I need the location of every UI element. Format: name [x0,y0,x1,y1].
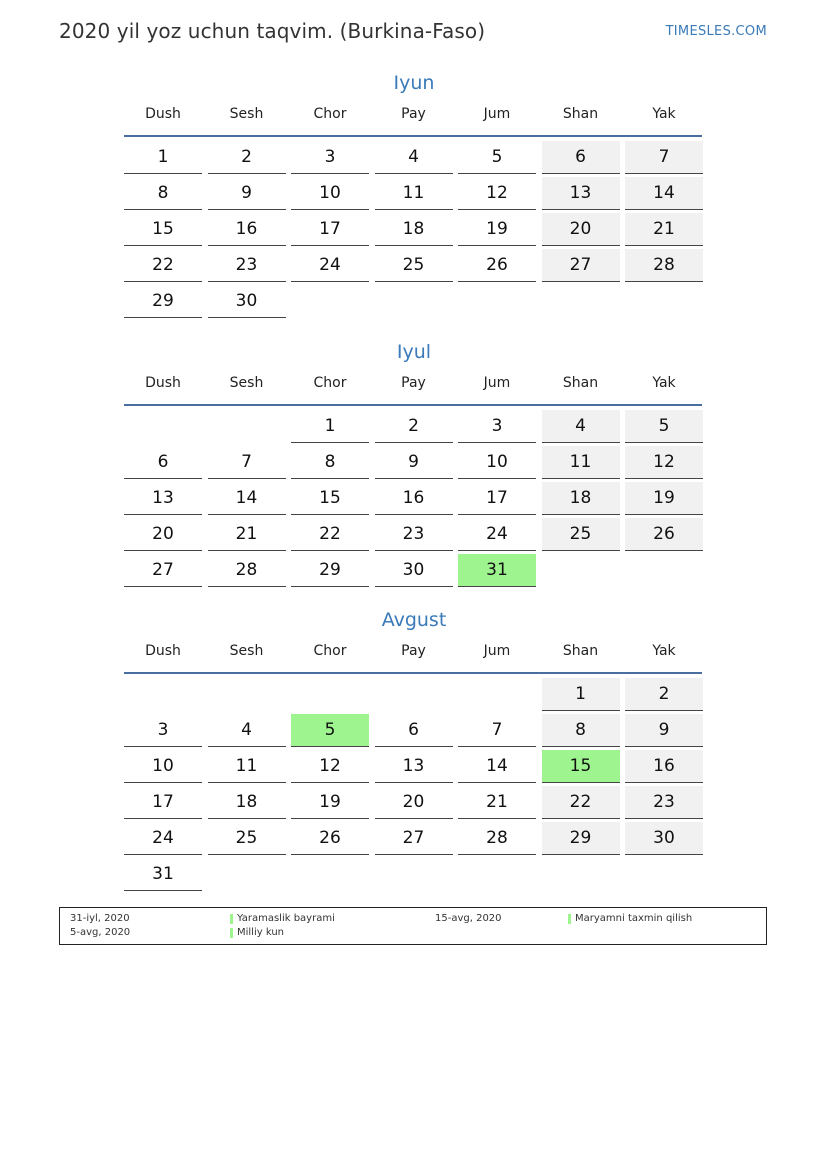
week-row [124,446,704,482]
week-row [124,177,704,213]
week-row [124,554,704,590]
week-row [124,822,704,858]
day-cell: 30 [208,285,286,318]
day-cell: 5 [458,141,536,174]
week-row [124,714,704,750]
day-cell: 2 [208,141,286,174]
day-cell: 30 [375,554,453,587]
weekday-label: Jum [483,375,511,391]
day-cell: 11 [542,446,620,479]
week-row [124,141,704,177]
day-cell: 12 [625,446,703,479]
empty-day-cell [542,858,620,890]
week-row [124,213,704,249]
empty-day-cell [458,285,536,317]
day-cell: 16 [375,482,453,515]
day-cell: 10 [124,750,202,783]
empty-day-cell [208,410,286,442]
day-cell: 22 [124,249,202,282]
weekday-label: Chor [313,375,347,391]
holiday-color-marker [230,914,233,924]
day-cell: 14 [625,177,703,210]
week-row [124,858,704,894]
day-cell: 26 [458,249,536,282]
weekday-label: Dush [145,375,181,391]
weekday-label: Yak [652,375,676,391]
legend-date: 5-avg, 2020 [70,927,131,938]
day-cell: 1 [291,410,369,443]
weekday-label: Chor [313,643,347,659]
weekday-label: Yak [652,643,676,659]
day-cell: 14 [458,750,536,783]
day-cell: 27 [124,554,202,587]
empty-day-cell [542,554,620,586]
day-cell: 8 [542,714,620,747]
day-cell: 28 [208,554,286,587]
day-cell: 12 [291,750,369,783]
empty-day-cell [124,410,202,442]
day-cell: 22 [542,786,620,819]
day-cell: 2 [375,410,453,443]
day-cell: 17 [291,213,369,246]
day-cell: 7 [458,714,536,747]
weekday-header-row [124,105,704,135]
holiday-day-cell: 31 [458,554,536,587]
empty-day-cell [208,678,286,710]
month-june [124,69,704,321]
week-row [124,786,704,822]
empty-day-cell [625,285,703,317]
day-cell: 24 [124,822,202,855]
empty-day-cell [375,678,453,710]
empty-day-cell [291,678,369,710]
weeks-grid [124,678,704,894]
month-title: Iyul [396,341,432,363]
weeks-grid [124,410,704,590]
holiday-legend [59,907,767,945]
day-cell: 7 [208,446,286,479]
day-cell: 16 [208,213,286,246]
day-cell: 29 [542,822,620,855]
empty-day-cell [291,285,369,317]
day-cell: 1 [124,141,202,174]
day-cell: 6 [375,714,453,747]
month-title: Iyun [393,72,435,94]
day-cell: 21 [458,786,536,819]
day-cell: 6 [124,446,202,479]
day-cell: 24 [291,249,369,282]
weekday-label: Chor [313,106,347,122]
header-divider [124,135,702,137]
empty-day-cell [291,858,369,890]
day-cell: 13 [124,482,202,515]
weekday-label: Pay [401,643,426,659]
day-cell: 26 [291,822,369,855]
day-cell: 8 [124,177,202,210]
page-title: 2020 yil yoz uchun taqvim. (Burkina-Faso) [59,19,486,43]
day-cell: 9 [208,177,286,210]
month-august [124,606,704,894]
holiday-day-cell: 15 [542,750,620,783]
day-cell: 19 [458,213,536,246]
empty-day-cell [375,285,453,317]
day-cell: 16 [625,750,703,783]
empty-day-cell [542,285,620,317]
day-cell: 18 [375,213,453,246]
day-cell: 7 [625,141,703,174]
day-cell: 29 [291,554,369,587]
week-row [124,410,704,446]
month-july [124,338,704,590]
day-cell: 18 [208,786,286,819]
weekday-label: Sesh [229,643,264,659]
day-cell: 23 [208,249,286,282]
day-cell: 5 [625,410,703,443]
weekday-label: Dush [145,643,181,659]
day-cell: 8 [291,446,369,479]
weekday-label: Shan [562,106,599,122]
weekday-label: Shan [562,643,599,659]
day-cell: 25 [542,518,620,551]
header-divider [124,404,702,406]
legend-date: 15-avg, 2020 [435,913,502,924]
weekday-label: Pay [401,106,426,122]
day-cell: 17 [458,482,536,515]
day-cell: 23 [375,518,453,551]
week-row [124,482,704,518]
day-cell: 22 [291,518,369,551]
day-cell: 1 [542,678,620,711]
day-cell: 27 [375,822,453,855]
empty-day-cell [625,858,703,890]
weekday-label: Dush [145,106,181,122]
week-row [124,678,704,714]
day-cell: 20 [542,213,620,246]
day-cell: 19 [291,786,369,819]
week-row [124,285,704,321]
empty-day-cell [625,554,703,586]
day-cell: 11 [375,177,453,210]
weekday-header-row [124,374,704,404]
day-cell: 25 [375,249,453,282]
legend-holiday-name: Yaramaslik bayrami [237,913,335,924]
day-cell: 15 [124,213,202,246]
month-title: Avgust [381,609,447,631]
day-cell: 20 [375,786,453,819]
day-cell: 10 [458,446,536,479]
day-cell: 11 [208,750,286,783]
day-cell: 6 [542,141,620,174]
day-cell: 9 [625,714,703,747]
holiday-color-marker [230,928,233,938]
day-cell: 13 [542,177,620,210]
day-cell: 26 [625,518,703,551]
empty-day-cell [375,858,453,890]
day-cell: 21 [208,518,286,551]
day-cell: 31 [124,858,202,891]
day-cell: 3 [458,410,536,443]
day-cell: 23 [625,786,703,819]
week-row [124,249,704,285]
day-cell: 9 [375,446,453,479]
brand-link[interactable]: TIMESLES.COM [665,24,767,39]
day-cell: 21 [625,213,703,246]
day-cell: 12 [458,177,536,210]
day-cell: 20 [124,518,202,551]
day-cell: 4 [542,410,620,443]
day-cell: 24 [458,518,536,551]
day-cell: 13 [375,750,453,783]
day-cell: 3 [291,141,369,174]
holiday-day-cell: 5 [291,714,369,747]
day-cell: 4 [375,141,453,174]
legend-date: 31-iyl, 2020 [70,913,130,924]
day-cell: 30 [625,822,703,855]
day-cell: 18 [542,482,620,515]
weekday-label: Sesh [229,375,264,391]
day-cell: 29 [124,285,202,318]
empty-day-cell [458,858,536,890]
legend-holiday-name: Milliy kun [237,927,284,938]
weekday-label: Shan [562,375,599,391]
day-cell: 2 [625,678,703,711]
day-cell: 14 [208,482,286,515]
day-cell: 28 [625,249,703,282]
week-row [124,750,704,786]
legend-holiday-name: Maryamni taxmin qilish [575,913,693,924]
day-cell: 27 [542,249,620,282]
empty-day-cell [458,678,536,710]
weekday-label: Yak [652,106,676,122]
day-cell: 28 [458,822,536,855]
day-cell: 17 [124,786,202,819]
weekday-label: Jum [483,643,511,659]
empty-day-cell [124,678,202,710]
empty-day-cell [208,858,286,890]
weekday-label: Pay [401,375,426,391]
day-cell: 25 [208,822,286,855]
day-cell: 10 [291,177,369,210]
day-cell: 3 [124,714,202,747]
weekday-label: Sesh [229,106,264,122]
header-divider [124,672,702,674]
weekday-header-row [124,642,704,672]
week-row [124,518,704,554]
day-cell: 4 [208,714,286,747]
holiday-color-marker [568,914,571,924]
weeks-grid [124,141,704,321]
day-cell: 15 [291,482,369,515]
weekday-label: Jum [483,106,511,122]
day-cell: 19 [625,482,703,515]
